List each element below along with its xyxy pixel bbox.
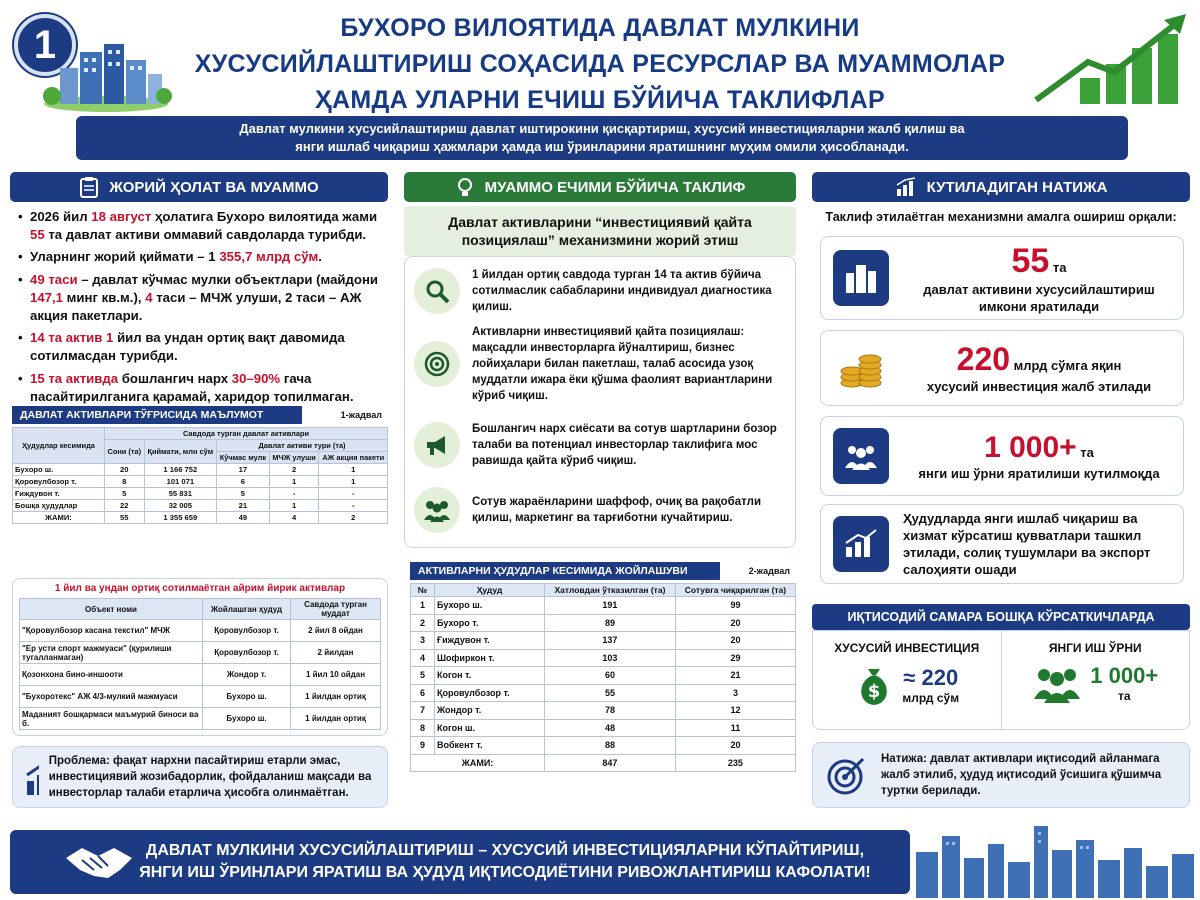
magnifier-icon: [414, 268, 460, 314]
people-icon: [414, 487, 460, 533]
list-item: • 49 таси – давлат кўчмас мулки объектлари (майдони 147,1 минг кв.м.), 4 таси – МЧЖ улуши, 2 таси – АЖ акция пакетлари.: [18, 271, 384, 326]
result-value-2: 220: [956, 341, 1011, 377]
list-item: • 2026 йил 18 август ҳолатига Бухоро вилоятида жами 55 та давлат активи оммавий савдоларда турибди.: [18, 208, 384, 244]
results-intro: Таклиф этилаётган механизмни амалга ошириш орқали:: [825, 210, 1177, 224]
clipboard-icon: [79, 176, 99, 198]
list-item: • Уларнинг жорий қиймати – 1 355,7 млрд сўм.: [18, 248, 384, 266]
table-row: 5 Когон т. 60 21: [411, 667, 796, 685]
footer-line-1: ДАВЛАТ МУЛКИНИ ХУСУСИЙЛАШТИРИШ – ХУСУСИЙ ИНВЕСТИЦИЯЛАРНИ КЎПАЙТИРИШ,: [145, 842, 865, 859]
result-card-2: 220 млрд сўмга яқин хусусий инвестиция жалб этилади: [820, 330, 1184, 406]
assets-table-block: [12, 406, 388, 524]
solution-item-2: Активларни инвестициявий қайта позициялаш: мақсадли инвесторларга йўналтириш, бизнес лойиҳалари билан пакетлаш, талаб асосида узоқ муддатли ижара ёки қўшма фаолият вариантларини кўриб чиқиш.: [414, 326, 790, 402]
assets-table-title: ДАВЛАТ АКТИВЛАРИ ТЎҒРИСИДА МАЪЛУМОТ: [12, 406, 302, 424]
megaphone-icon: [414, 422, 460, 468]
table-row: Қоровулбозор т. 8 101 071 6 1 1: [13, 476, 388, 488]
svg-text:$: $: [868, 681, 881, 702]
lightbulb-icon: [455, 176, 475, 198]
title-line-3: ҲАМДА УЛАРНИ ЕЧИШ БЎЙИЧА ТАКЛИФЛАР: [315, 86, 885, 114]
table-row: 7 Жондор т. 78 12: [411, 702, 796, 720]
footer-banner: [10, 830, 910, 894]
effect-block: [812, 630, 1190, 730]
solution-header: [404, 172, 796, 202]
page-title: [170, 10, 1030, 118]
solution-title: МУАММО ЕЧИМИ БЎЙИЧА ТАКЛИФ: [484, 178, 746, 196]
workers-icon: [1032, 663, 1082, 703]
table-row: Ғиждувон т. 5 55 831 5 - -: [13, 488, 388, 500]
problem-box: [12, 746, 388, 808]
banner-line-2: янги ишлаб чиқариш ҳажмлари ҳамда иш ўринларини яратишнинг муҳим омили ҳисобланади.: [295, 139, 909, 154]
handshake-icon: [64, 840, 134, 884]
list-item: • 14 та актив 1 йил ва ундан ортиқ вақт давомида сотилмасдан турибди.: [18, 329, 384, 365]
result-value-3: 1 000+: [984, 430, 1077, 464]
title-line-2: ХУСУСИЙЛАШТИРИШ СОҲАСИДА РЕСУРСЛАР ВА МУАММОЛАР: [194, 50, 1006, 78]
table-row: Қозонхона бино-иншооти Жондор т. 1 йил 10 ойдан: [20, 664, 381, 686]
result-card-1: 55 та давлат активини хусусийлаштириш имкони яратилади: [820, 236, 1184, 320]
growth-chart-icon: [1030, 10, 1190, 110]
current-state-header: [10, 172, 388, 202]
growth-icon: [833, 516, 889, 572]
solution-subheading: Давлат активларини “инвестициявий қайта позициялаш” механизмини жорий этиш: [404, 206, 796, 256]
result-value-1: 55: [1011, 241, 1050, 280]
table-row: 8 Когон ш. 48 11: [411, 719, 796, 737]
title-line-1: БУХОРО ВИЛОЯТИДА ДАВЛАТ МУЛКИНИ: [340, 14, 860, 42]
table-row: Бошқа ҳудудлар 22 32 005 21 1 -: [13, 500, 388, 512]
list-item: • 15 та активда бошлангич нарх 30–90% гача пасайтирилганига қарамай, харидор топилмаган.: [18, 370, 384, 406]
table-row: 1 Бухоро ш. 191 99: [411, 597, 796, 615]
table-row: 3 Ғиждувон т. 137 20: [411, 632, 796, 650]
solution-item-1: 1 йилдан ортиқ савдода турган 14 та актив бўйича сотилмаслик сабабларини индивидуал диагностика қилиш.: [414, 262, 790, 320]
result-card-4: Ҳудудларда янги ишлаб чиқариш ва хизмат кўрсатиш қувватлари ташкил этилади, солиқ тушумлари ва экспорт салоҳияти ошади: [820, 504, 1184, 584]
solution-item-4: Сотув жараёнларини шаффоф, очиқ ва рақобатли қилиш, маркетинг ва тарғиботни кучайтириш.: [414, 484, 790, 536]
table-total-row: ЖАМИ: 847 235: [411, 754, 796, 772]
target-arrow-icon: [825, 753, 869, 797]
buildings-icon: [40, 38, 172, 112]
banner-line-1: Давлат мулкини хусусийлаштириш давлат иштирокини қисқартириш, хусусий инвестицияларни жалб қилиш ва: [239, 121, 965, 136]
current-state-title: ЖОРИЙ ҲОЛАТ ВА МУАММО: [109, 178, 319, 196]
table-row: "Ер усти спорт мажмуаси" (қурилиши тугалланмаган) Қоровулбозор т. 2 йилдан: [20, 642, 381, 664]
team-icon: [833, 428, 889, 484]
effect-jobs: ЯНГИ ИШ ЎРНИ 1 000+ та: [1002, 631, 1190, 729]
table-row: Бухоро ш. 20 1 166 752 17 2 1: [13, 464, 388, 476]
long-unsold-block: [12, 578, 388, 736]
building-icon: [833, 250, 889, 306]
table-row: "Бухоротекс" АЖ 4/3-мулкий мажмуаси Бухоро ш. 1 йилдан ортиқ: [20, 686, 381, 708]
long-unsold-table: Объект номи Жойлашган ҳудуд Савдода турган муддат "Қоровулбозор касана текстил" МЧЖ Қоровулбозор т. 2 йил 8 ойдан "Ер усти спорт мажмуаси" (қурилиши тугалланмаган) Қоровулбозор т. 2 йилдан Қозонхона бино-иншооти Жондор т. 1 йил 10 ойдан "Бухоротекс" АЖ 4/3-мулкий мажмуаси Бухоро ш. 1 йилдан ортиқ Маданият бошқармаси маъмурий биноси ва б. Бухоро ш. 1 йилдан ортиқ: [19, 598, 381, 730]
number-badge: 1: [14, 14, 76, 76]
assets-table: Ҳудудлар кесимида Савдода турган давлат активлари Сони (та) Қиймати, млн сўм Давлат активи тури (та) Кўчмас мулк МЧЖ улуши АЖ акция пакети Бухоро ш. 20 1 166 752 17 2 1 Қоровулбозор т. 8 101 071 6 1 1 Ғиждувон т. 5 55 831 5 - - Бошқа ҳудудлар 22 32 005 21 1 - ЖАМИ: 55 1 355 659 49 4 2: [12, 427, 388, 524]
table-tag: 1-жадвал: [340, 410, 382, 420]
regions-table-title: АКТИВЛАРНИ ҲУДУДЛАР КЕСИМИДА ЖОЙЛАШУВИ: [410, 562, 720, 580]
target-icon: [414, 341, 460, 387]
current-state-list: [18, 208, 384, 410]
problem-text: Проблема: фақат нархни пасайтириш етарли эмас, инвестициявий жозибадорлик, фойдаланиш мақсади ва инвесторлар талаби етарлича ҳисобга олинмаётган.: [48, 755, 372, 799]
effect-investment: ХУСУСИЙ ИНВЕСТИЦИЯ $ ≈ 220 млрд сўм: [813, 631, 1002, 729]
table-total-row: ЖАМИ: 55 1 355 659 49 4 2: [13, 512, 388, 524]
table-row: 4 Шофиркон т. 103 29: [411, 649, 796, 667]
long-unsold-title: 1 йил ва ундан ортиқ сотилмаётган айрим йирик активлар: [54, 583, 346, 594]
bar-chart-icon: [23, 755, 39, 799]
regions-table: № Ҳудуд Хатловдан ўтказилган (та) Сотувга чиқарилган (та) 1 Бухоро ш. 191 99 2 Бухоро т. 89 20 3 Ғиждувон т. 137 20 4 Шофиркон т. 103 29 5 Когон т. 60 21 6 Қоровулбозор т. 55 3 7 Жондор т. 78 12 8 Когон ш. 48 11 9 Вобкент т. 88 20 ЖАМИ: 847 235: [410, 583, 796, 772]
intro-banner: [76, 116, 1128, 160]
table-row: 9 Вобкент т. 88 20: [411, 737, 796, 755]
footer-line-2: ЯНГИ ИШ ЎРИНЛАРИ ЯРАТИШ ВА ҲУДУД ИҚТИСОДИЁТИНИ РИВОЖЛАНТИРИШ КАФОЛАТИ!: [139, 864, 871, 881]
table-row: 2 Бухоро т. 89 20: [411, 614, 796, 632]
outcome-box: [812, 742, 1190, 808]
table-row: 6 Қоровулбозор т. 55 3: [411, 684, 796, 702]
result-card-3: 1 000+ та янги иш ўрни яратилиши кутилмоқда: [820, 416, 1184, 496]
results-header: [812, 172, 1190, 202]
table-row: "Қоровулбозор касана текстил" МЧЖ Қоровулбозор т. 2 йил 8 ойдан: [20, 620, 381, 642]
results-title: КУТИЛАДИГАН НАТИЖА: [926, 178, 1108, 196]
table-tag: 2-жадвал: [748, 566, 790, 576]
coins-icon: [833, 340, 889, 396]
chart-icon: [895, 177, 917, 197]
money-bag-icon: [854, 663, 894, 707]
solution-item-3: Бошлангич нарх сиёсати ва сотув шартларини бозор талаби ва потенциал инвесторлар таклифига мос равишда қайта кўриб чиқиш.: [414, 416, 790, 474]
table-row: Маданият бошқармаси маъмурий биноси ва б. Бухоро ш. 1 йилдан ортиқ: [20, 708, 381, 730]
regions-table-block: [410, 562, 796, 772]
outcome-text: Натижа: давлат активлари иқтисодий айланмага жалб этилиб, ҳудуд иқтисодий ўсишига қўшимча туртки берилади.: [881, 753, 1162, 797]
effect-header: ИҚТИСОДИЙ САМАРА БОШҚА КЎРСАТКИЧЛАРДА: [812, 604, 1190, 630]
city-skyline-icon: [912, 822, 1198, 898]
